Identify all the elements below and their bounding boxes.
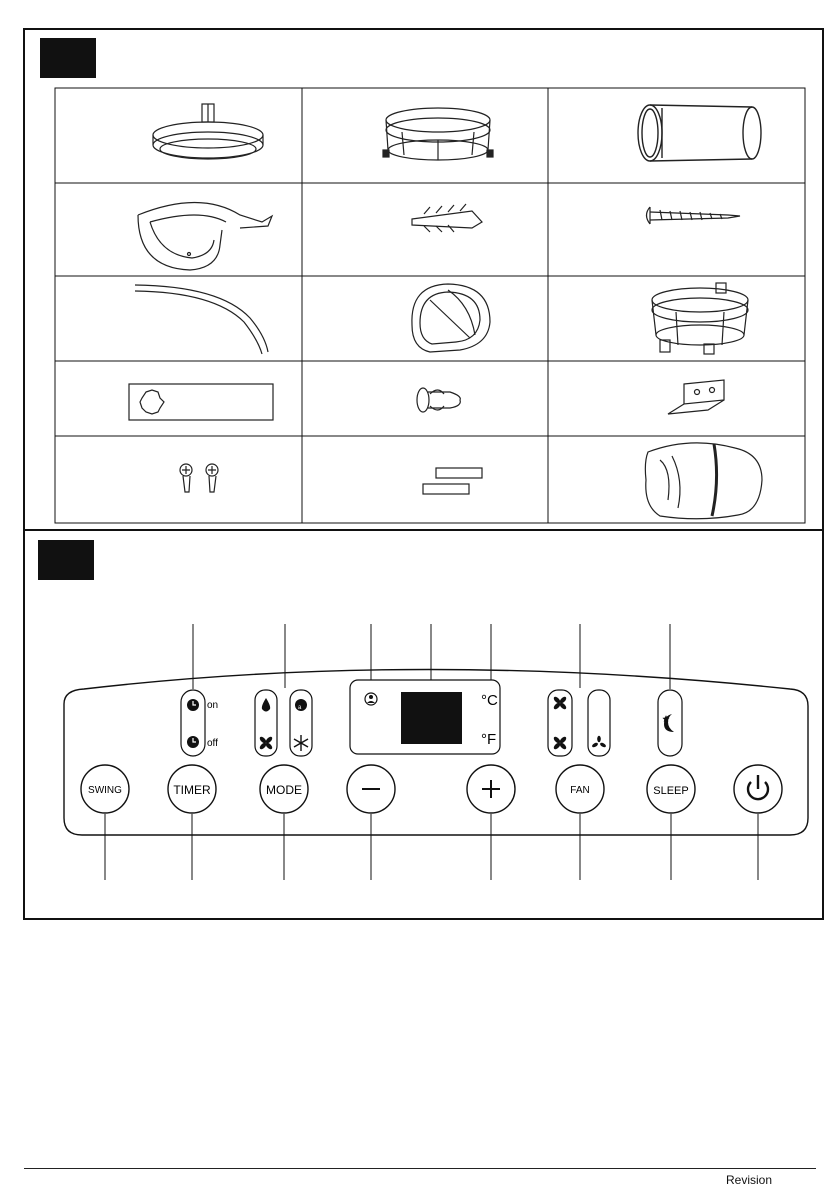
sleep-button-label: SLEEP [653, 785, 689, 797]
auto-mode-icon [295, 699, 307, 711]
lcd-screen [401, 692, 462, 744]
hose-connector-ring-image [383, 108, 493, 160]
drain-cover-plate-image [129, 384, 273, 420]
swing-button-label: SWING [88, 785, 122, 796]
outer-frame [24, 29, 823, 919]
fan-speed-pill-left [548, 690, 572, 756]
svg-text:a: a [298, 705, 302, 711]
section-2-marker [38, 540, 94, 580]
window-seal-cloth-image [645, 443, 762, 519]
foam-strips-image [423, 468, 482, 494]
small-screws-image [180, 464, 218, 492]
mounting-bracket-image [668, 380, 724, 414]
section-1-marker [40, 38, 96, 78]
timer-off-label: off [207, 738, 218, 749]
mode-button-label: MODE [266, 783, 302, 797]
window-connector-frame-image [652, 283, 748, 354]
footer-divider [24, 1168, 816, 1169]
footer-revision-label: Revision [726, 1173, 773, 1187]
window-seal-hood-image [138, 203, 272, 271]
timer-button-label: TIMER [173, 783, 211, 797]
foam-tape-roll-image [412, 284, 490, 352]
fan-speed-pill-right [588, 690, 610, 756]
drain-tube-image [135, 285, 268, 354]
celsius-indicator: °C [481, 692, 498, 709]
exhaust-hose-image [638, 105, 761, 161]
screw-image [647, 207, 741, 224]
sleep-indicator-pill [658, 690, 682, 756]
timer-on-label: on [207, 700, 219, 711]
window-adapter-ring-image [153, 104, 263, 159]
fan-button-label: FAN [570, 785, 590, 796]
wall-anchor-image [412, 204, 482, 232]
drain-plug-image [417, 388, 460, 412]
fahrenheit-indicator: °F [481, 731, 497, 748]
